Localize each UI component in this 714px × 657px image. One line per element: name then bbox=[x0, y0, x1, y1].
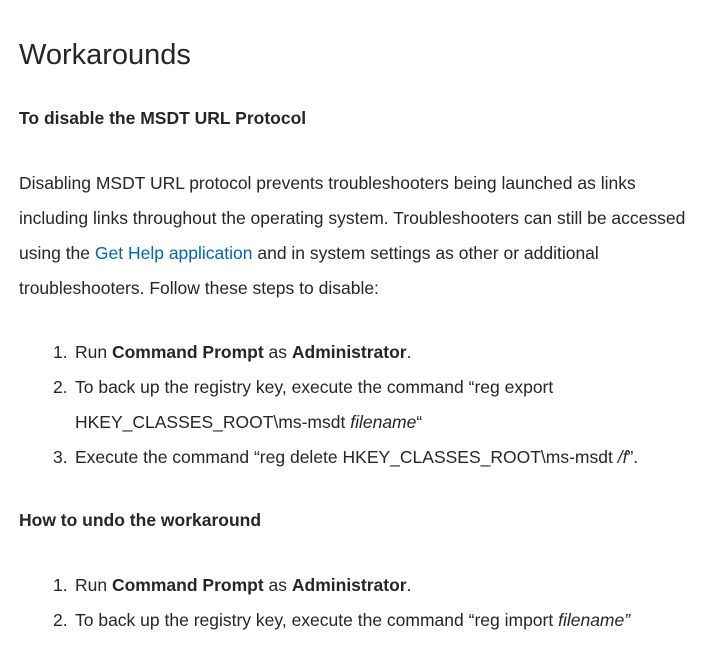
section-heading-undo: How to undo the workaround bbox=[19, 510, 262, 530]
step-number: 1. bbox=[53, 342, 68, 362]
page-title: Workarounds bbox=[19, 39, 191, 71]
list-item bbox=[19, 603, 707, 638]
step-text: To back up the registry key, execute the command “reg export HKEY_CLASSES_ROOT\ms-msdt bbox=[75, 377, 554, 432]
force-flag: /f bbox=[617, 447, 628, 467]
list-item bbox=[19, 335, 707, 370]
list-item bbox=[19, 568, 707, 603]
section-heading-disable: To disable the MSDT URL Protocol bbox=[19, 108, 307, 128]
step-text: as bbox=[263, 575, 292, 595]
step-text: Execute the command “reg delete HKEY_CLASSES_ROOT\ms-msdt bbox=[75, 447, 618, 467]
filename-placeholder: filename” bbox=[558, 610, 631, 630]
step-number: 2. bbox=[53, 377, 68, 397]
filename-placeholder: filename bbox=[350, 412, 417, 432]
step-text: To back up the registry key, execute the command “reg import bbox=[75, 610, 559, 630]
step-number: 2. bbox=[53, 610, 68, 630]
step-text: as bbox=[263, 342, 292, 362]
undo-steps-list bbox=[19, 568, 707, 638]
intro-text-after-link: and in system settings as other or additional troubleshooters. Follow these steps to disable: bbox=[19, 243, 599, 298]
step-number: 3. bbox=[53, 447, 68, 467]
list-item bbox=[19, 440, 707, 475]
intro-paragraph bbox=[19, 166, 707, 306]
administrator-label: Administrator bbox=[291, 342, 407, 362]
disable-steps-list bbox=[19, 335, 707, 475]
step-text: Run bbox=[75, 575, 112, 595]
step-text: Run bbox=[75, 342, 112, 362]
command-prompt-label: Command Prompt bbox=[111, 575, 264, 595]
get-help-app-link[interactable]: Get Help application bbox=[94, 243, 253, 263]
intro-text-before-link: Disabling MSDT URL protocol prevents troubleshooters being launched as links including links throughout the operating system. Troubleshooters can still be accessed using the bbox=[19, 173, 686, 263]
administrator-label: Administrator bbox=[291, 575, 407, 595]
step-text: “ bbox=[416, 412, 423, 432]
list-item bbox=[19, 370, 635, 440]
step-number: 1. bbox=[53, 575, 68, 595]
step-text: ”. bbox=[627, 447, 639, 467]
command-prompt-label: Command Prompt bbox=[111, 342, 264, 362]
step-text: . bbox=[406, 575, 412, 595]
step-text: . bbox=[406, 342, 412, 362]
